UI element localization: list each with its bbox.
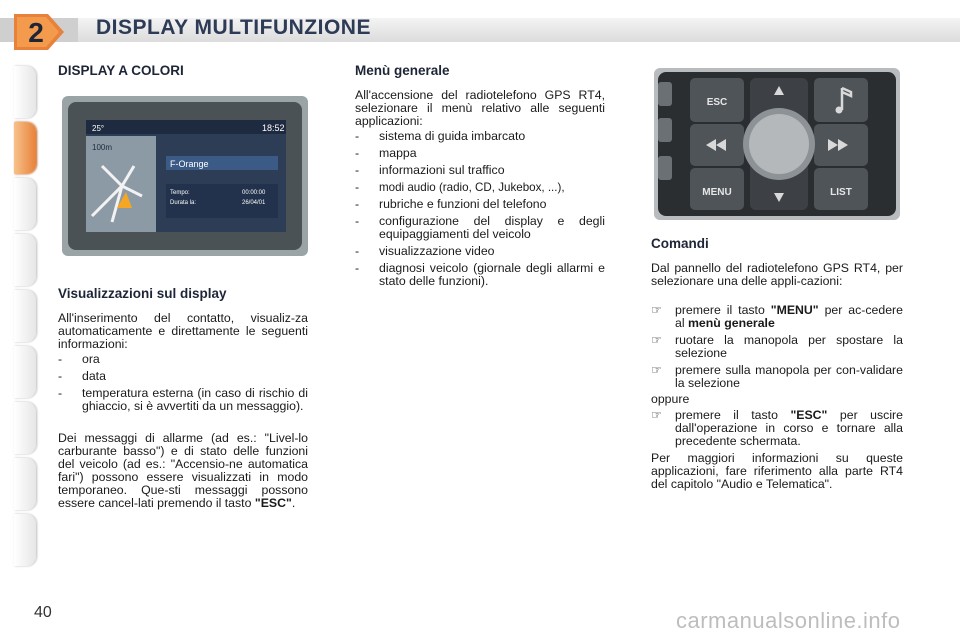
list-item: - rubriche e funzioni del telefono — [355, 197, 547, 211]
screen-time: 18:52 — [262, 123, 285, 133]
screen-durata-label: Durata la: — [170, 200, 197, 206]
chapter-badge — [8, 10, 68, 54]
list-item: - sistema di guida imbarcato — [355, 129, 526, 143]
chapter-tab-7[interactable] — [14, 402, 36, 454]
general-menu-list — [355, 130, 605, 292]
page-title: DISPLAY MULTIFUNZIONE — [96, 16, 371, 39]
list-item: - informazioni sul traffico — [355, 163, 505, 177]
chapter-number: 2 — [28, 17, 44, 48]
panel-list-label: LIST — [830, 187, 852, 198]
watermark: carmanualsonline.info — [676, 608, 901, 633]
list-item: - temperatura esterna (in caso di rischio di ghiaccio, si è avvertiti da un messaggio). — [58, 386, 308, 413]
screen-temp: 25° — [92, 124, 105, 133]
list-item: - data — [58, 369, 106, 383]
panel-esc-label: ESC — [706, 97, 728, 108]
page-number: 40 — [34, 604, 52, 621]
list-item: ☞ premere il tasto "ESC" per uscire dall'operazione in corso e tornare alla precedente schermata. — [651, 408, 903, 448]
list-item: ☞ premere sulla manopola per con-validare la selezione — [651, 363, 903, 390]
chapter-tab-9[interactable] — [14, 514, 36, 566]
screen-operator: F-Orange — [170, 159, 209, 169]
chapter-tab-8[interactable] — [14, 458, 36, 510]
controls-steps-list — [651, 304, 903, 394]
list-item: - configurazione del display e degli equipaggiamenti del veicolo — [355, 214, 605, 241]
alert-messages-paragraph: Dei messaggi di allarme (ad es.: "Livel-lo carburante basso") e di stato delle funzioni del veicolo (ad es.: "Accensio-ne automatica fari") possono essere visualizzati in modo temporaneo. Que-sti messaggi possono essere cancel-lati premendo il tasto "ESC". — [58, 431, 308, 510]
screen-tempo-label: Tempo: — [170, 190, 190, 196]
screen-tempo-value: 00:00:00 — [242, 190, 266, 196]
panel-menu-label: MENU — [702, 187, 732, 198]
pointing-hand-icon: ☞ — [651, 333, 663, 347]
chapter-tab-6[interactable] — [14, 346, 36, 398]
oppure-text: oppure — [651, 392, 690, 406]
controls-esc-list — [651, 409, 903, 452]
pointing-hand-icon: ☞ — [651, 408, 663, 422]
chapter-tab-4[interactable] — [14, 234, 36, 286]
list-item: ☞ ruotare la manopola per spostare la selezione — [651, 333, 903, 360]
list-item: - modi audio (radio, CD, Jukebox, ...), — [355, 180, 565, 194]
color-display-heading: DISPLAY A COLORI — [58, 63, 184, 78]
chapter-tab-5[interactable] — [14, 290, 36, 342]
display-views-list — [58, 353, 308, 417]
list-item: - diagnosi veicolo (giornale degli allarmi e stato delle funzioni). — [355, 261, 605, 288]
list-item: - ora — [58, 352, 100, 366]
screen-durata-value: 26/04/01 — [242, 200, 266, 206]
controls-intro: Dal pannello del radiotelefono GPS RT4, per selezionare una delle appli-cazioni: — [651, 261, 903, 288]
general-menu-intro: All'accensione del radiotelefono GPS RT4, selezionare il menù relativo alle seguenti applicazioni: — [355, 88, 605, 128]
color-display-photo — [62, 96, 308, 256]
pointing-hand-icon: ☞ — [651, 363, 663, 377]
rt4-control-panel-photo — [654, 68, 900, 220]
display-views-intro: All'inserimento del contatto, visualiz-za automaticamente e direttamente le seguenti informazioni: — [58, 311, 308, 351]
list-item: - mappa — [355, 146, 417, 160]
controls-heading: Comandi — [651, 236, 709, 251]
screen-distance: 100m — [92, 143, 113, 152]
more-info-paragraph: Per maggiori informazioni su queste applicazioni, fare riferimento alla parte RT4 del capitolo "Audio e Telematica". — [651, 451, 903, 491]
chapter-tab-3[interactable] — [14, 178, 36, 230]
list-item: ☞ premere il tasto "MENU" per ac-cedere al menù generale — [651, 303, 903, 330]
chapter-tab-1[interactable] — [14, 66, 36, 118]
display-views-heading: Visualizzazioni sul display — [58, 286, 227, 301]
pointing-hand-icon: ☞ — [651, 303, 663, 317]
chapter-tab-2-active[interactable] — [14, 122, 36, 174]
general-menu-heading: Menù generale — [355, 63, 450, 78]
list-item: - visualizzazione video — [355, 244, 495, 258]
